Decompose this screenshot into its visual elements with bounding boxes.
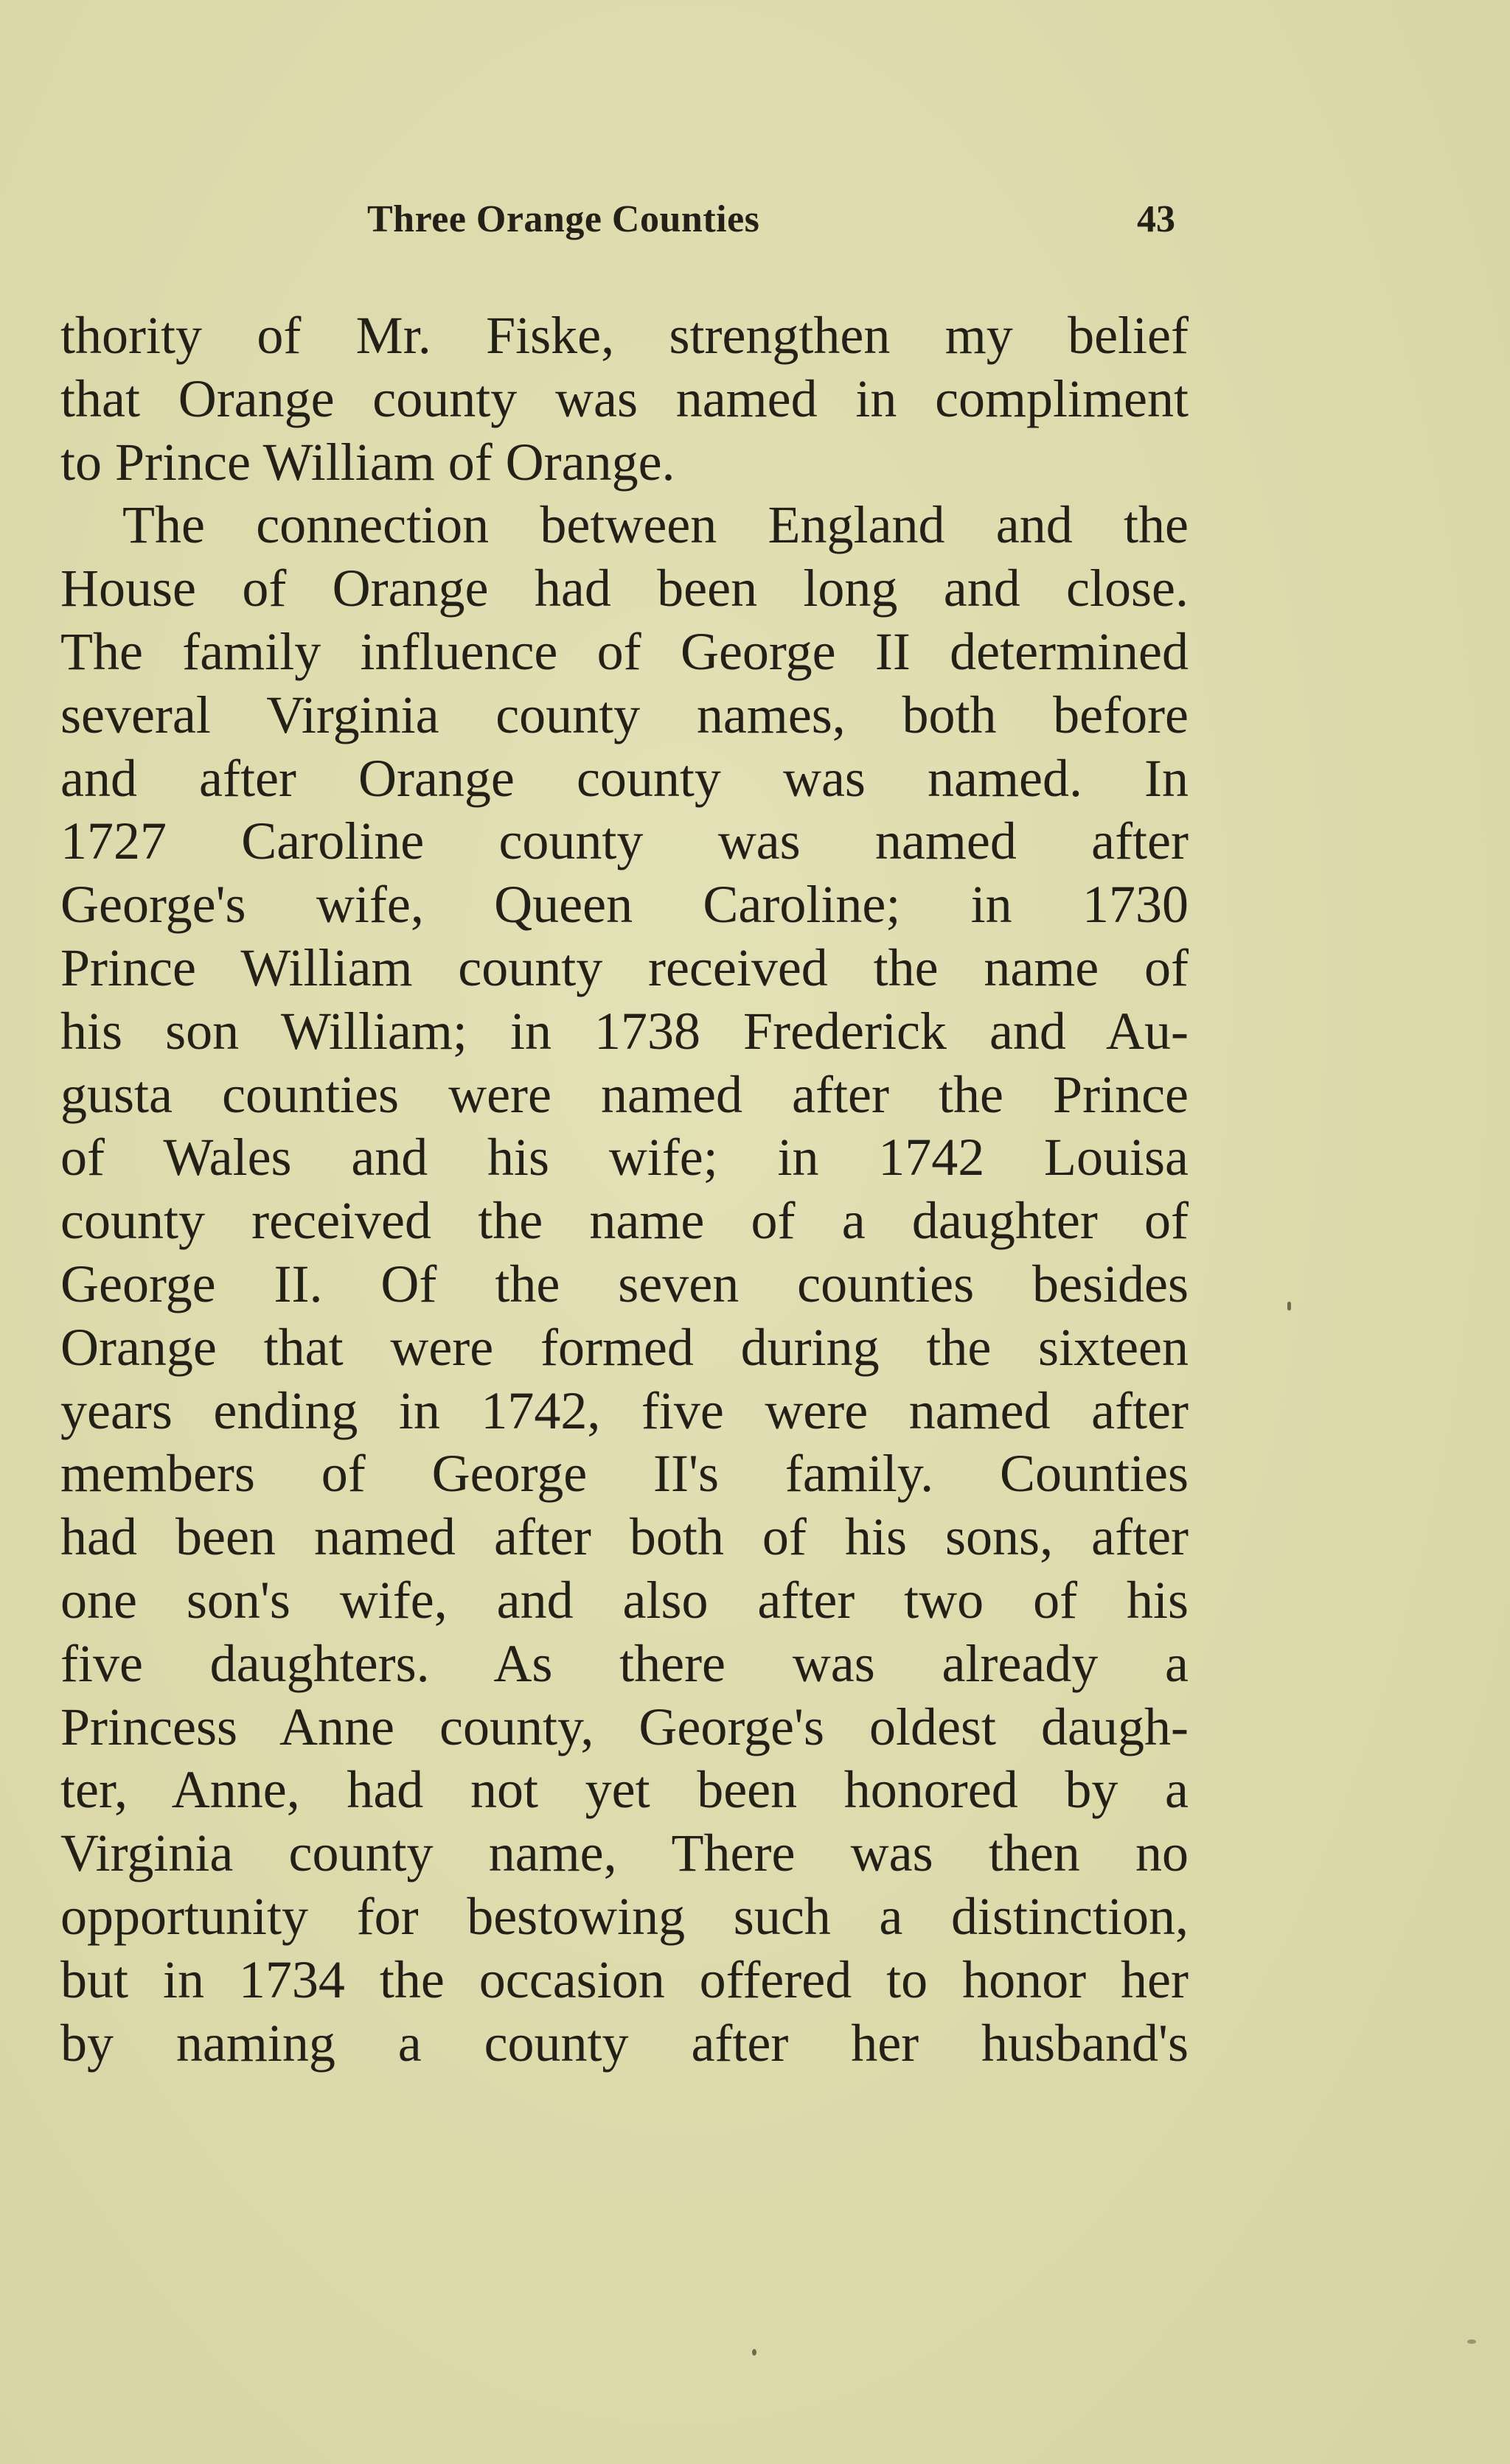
text-line: to Prince William of Orange. <box>60 432 675 492</box>
text-line: county received the name of a daughter of <box>60 1191 1189 1251</box>
text-line: The family influence of George II determined <box>60 621 1189 681</box>
text-line: Virginia county name, There was then no <box>60 1823 1189 1883</box>
text-line: George II. Of the seven counties besides <box>60 1254 1189 1313</box>
running-head: Three Orange Counties <box>367 198 760 240</box>
ink-speck <box>1287 1302 1291 1310</box>
text-line: years ending in 1742, five were named after <box>60 1381 1189 1440</box>
text-line: one son's wife, and also after two of his <box>60 1570 1189 1630</box>
text-line: thority of Mr. Fiske, strengthen my belief <box>60 306 1189 365</box>
text-line: had been named after both of his sons, after <box>60 1507 1189 1567</box>
ink-speck <box>1467 2339 1476 2344</box>
text-line: that Orange county was named in compliment <box>60 369 1189 428</box>
text-line: House of Orange had been long and close. <box>60 559 1189 618</box>
ink-speck <box>752 2349 756 2356</box>
text-line: Princess Anne county, George's oldest daugh- <box>60 1697 1189 1756</box>
text-line: several Virginia county names, both before <box>60 685 1189 744</box>
body-text <box>60 304 1189 2075</box>
text-line: Orange that were formed during the sixteen <box>60 1317 1189 1377</box>
text-line: George's wife, Queen Caroline; in 1730 <box>60 875 1189 935</box>
text-line: of Wales and his wife; in 1742 Louisa <box>60 1128 1189 1187</box>
text-line: by naming a county after her husband's <box>60 2013 1189 2073</box>
text-line: ter, Anne, had not yet been honored by a <box>60 1760 1189 1820</box>
page-number: 43 <box>1137 198 1175 240</box>
text-line: members of George II's family. Counties <box>60 1444 1189 1504</box>
text-line: opportunity for bestowing such a distinction, <box>60 1886 1189 1946</box>
text-line: his son William; in 1738 Frederick and Au- <box>60 1001 1189 1061</box>
text-line: five daughters. As there was already a <box>60 1633 1189 1693</box>
text-line: The connection between England and the <box>122 495 1189 555</box>
text-line: but in 1734 the occasion offered to honor her <box>60 1950 1189 2009</box>
text-line: gusta counties were named after the Prince <box>60 1064 1189 1124</box>
text-line: and after Orange county was named. In <box>60 748 1189 808</box>
text-line: Prince William county received the name of <box>60 938 1189 997</box>
text-line: 1727 Caroline county was named after <box>60 812 1189 871</box>
